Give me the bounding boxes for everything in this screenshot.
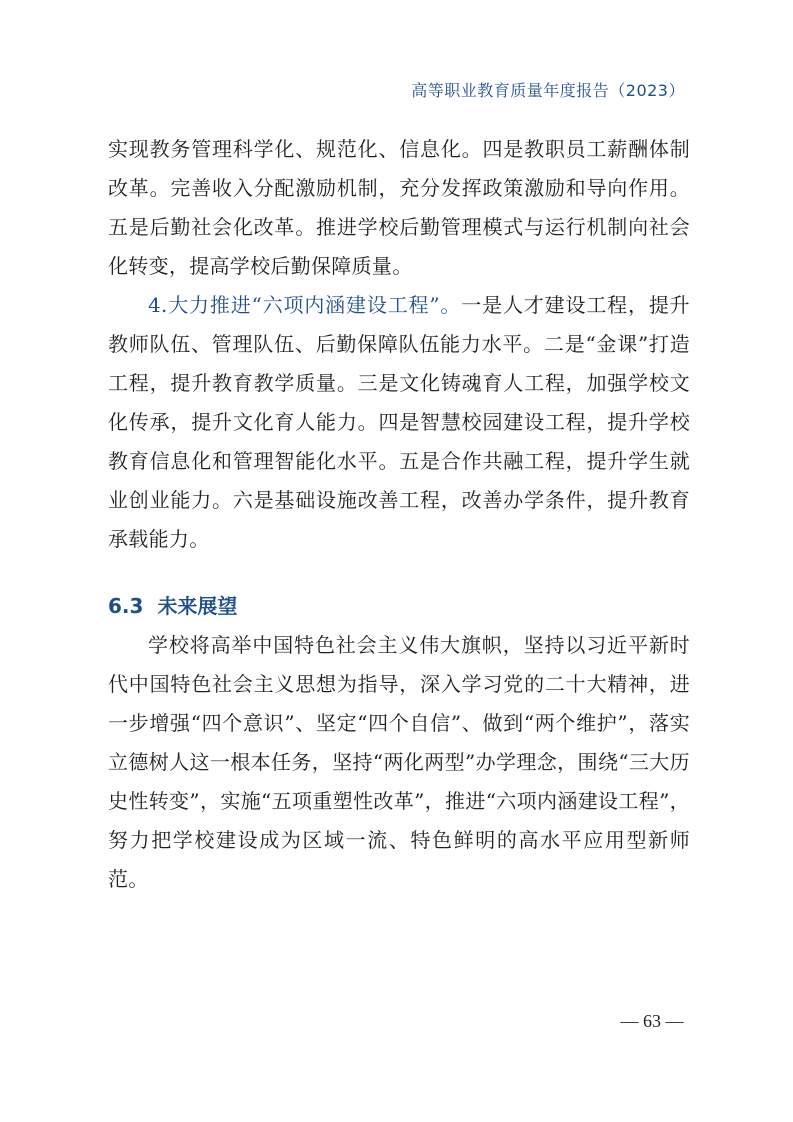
paragraph-future-outlook: 学校将高举中国特色社会主义伟大旗帜，坚持以习近平新时代中国特色社会主义思想为指导，深入学习党的二十大精神，进一步增强“四个意识”、坚定“四个自信”、做到“两个维护”，落实立德树人这一根本任务，坚持“两化两型”办学理念，围绕“三大历史性转变”，实施“五项重塑性改革”，推进“六项内涵建设工程”，努力把学校建设成为区域一流、特色鲜明的高水平应用型新师范。 [108, 633, 690, 891]
section-number: 6.3 [108, 594, 144, 618]
running-header: 高等职业教育质量年度报告（2023） [411, 81, 685, 100]
paragraph-six-projects [108, 286, 690, 559]
paragraph-body-text: 一是人才建设工程，提升教师队伍、管理队伍、后勤保障队伍能力水平。二是“金课”打造工程，提升教育教学质量。三是文化铸魂育人工程，加强学校文化传承，提升文化育人能力。四是智慧校园建设工程，提升学校教育信息化和管理智能化水平。五是合作共融工程，提升学生就业创业能力。六是基础设施改善工程，改善办学条件，提升教育承载能力。 [108, 293, 690, 551]
section-heading [108, 587, 690, 626]
paragraph-continued: 实现教务管理科学化、规范化、信息化。四是教职员工薪酬体制改革。完善收入分配激励机制，充分发挥政策激励和导向作用。五是后勤社会化改革。推进学校后勤管理模式与运行机制向社会化转变，提高学校后勤保障质量。 [108, 137, 690, 278]
page-content [108, 130, 690, 899]
page-number: — 63 — [620, 1011, 684, 1031]
paragraph-lead-heading: 4.大力推进“六项内涵建设工程”。 [148, 293, 462, 317]
section-title: 未来展望 [157, 594, 238, 618]
